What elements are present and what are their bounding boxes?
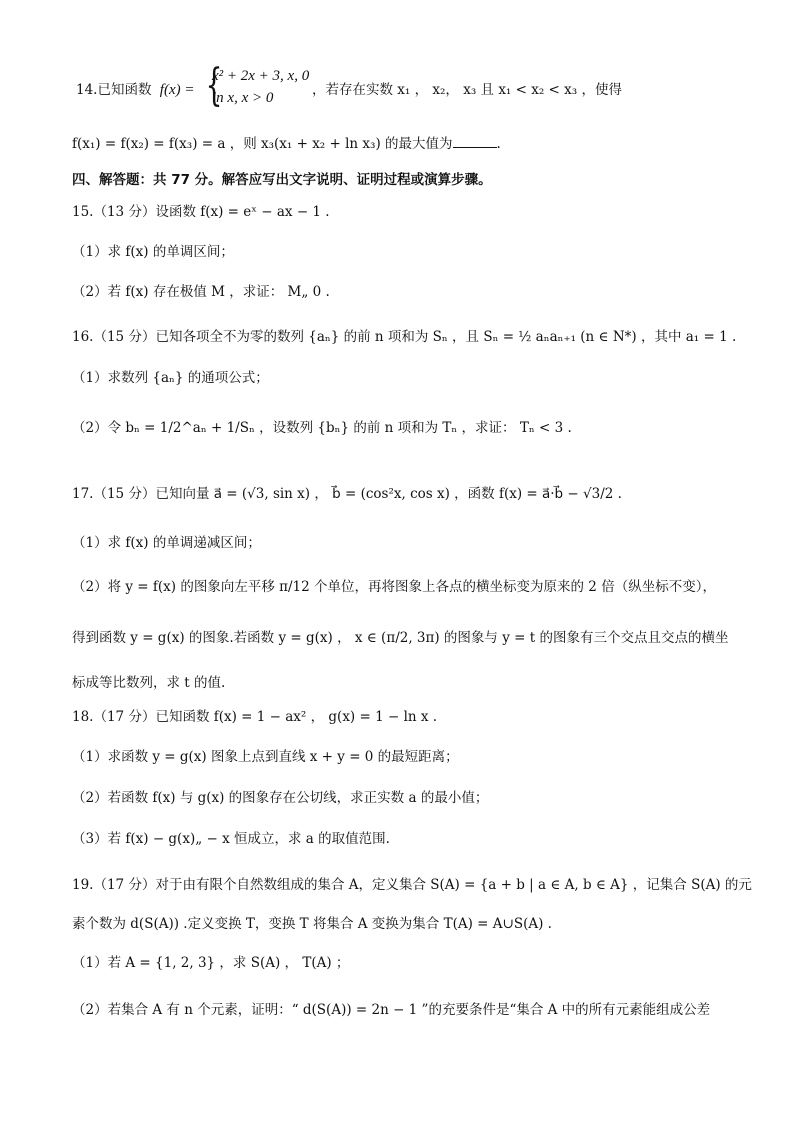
brace-icon: { [205,60,223,111]
q18-part1: （1）求函数 y = g(x) 图象上点到直线 x + y = 0 的最短距离； [72,749,459,765]
q14-line2-text: f(x₁) = f(x₂) = f(x₃) = a ，则 x₃(x₁ + x₂ + ln x₃) 的最大值为 [72,136,453,152]
q14-fx: f(x) = [159,82,195,98]
q14-after: ，若存在实数 x₁ ， x₂， x₃ 且 x₁ < x₂ < x₃ ，使得 [312,82,622,98]
q14-lead: 14.已知函数 [76,82,152,98]
q16-part1: （1）求数列 {aₙ} 的通项公式； [72,370,269,386]
q16-stem: 16.（15 分）已知各项全不为零的数列 {aₙ} 的前 n 项和为 Sₙ ，且 Sₙ = ½ aₙaₙ₊₁ (n ∈ N*) ，其中 a₁ = 1 . [72,329,737,345]
q15-part2: （2）若 f(x) 存在极值 M ，求证： M„ 0 . [72,284,330,300]
q18-part2: （2）若函数 f(x) 与 g(x) 的图象存在公切线，求正实数 a 的最小值； [72,790,489,806]
q14-case1: x² + 2x + 3, x, 0 [212,68,310,84]
q15-part1: （1）求 f(x) 的单调区间； [72,244,234,260]
q19-stem-2: 素个数为 d(S(A)) .定义变换 T，变换 T 将集合 A 变换为集合 T(A) = A∪S(A) . [72,916,552,932]
q14-line2 [72,133,754,154]
q14-case2: ln x, x > 0 [212,90,274,106]
q17-part2-c: 标成等比数列，求 t 的值. [72,675,226,691]
q19-stem-1: 19.（17 分）对于由有限个自然数组成的集合 A，定义集合 S(A) = {a + b | a ∈ A, b ∈ A} ，记集合 S(A) 的元 [72,877,752,893]
q17-stem: 17.（15 分）已知向量 a⃗ = (√3, sin x) ， b⃗ = (cos²x, cos x) ，函数 f(x) = a⃗·b⃗ − √3/2 . [72,486,622,502]
q14-line2-end: . [496,136,501,152]
q17-part1: （1）求 f(x) 的单调递减区间； [72,535,261,551]
q19-part2: （2）若集合 A 有 n 个元素，证明：“ d(S(A)) = 2n − 1 ”的充要条件是“集合 A 中的所有元素能组成公差 [72,1002,711,1018]
q19-part1: （1）若 A = {1, 2, 3} ，求 S(A) ， T(A) ； [72,955,350,971]
q17-part2-b: 得到函数 y = g(x) 的图象.若函数 y = g(x) ， x ∈ (π/2, 3π) 的图象与 y = t 的图象有三个交点且交点的横坐 [72,630,729,646]
answer-blank[interactable] [453,133,497,148]
q18-stem: 18.（17 分）已知函数 f(x) = 1 − ax² ， g(x) = 1 − ln x . [72,709,438,725]
q17-part2-a: （2）将 y = f(x) 的图象向左平移 π/12 个单位，再将图象上各点的横坐标变为原来的 2 倍（纵坐标不变）， [72,579,716,595]
q18-part3: （3）若 f(x) − g(x)„ − x 恒成立，求 a 的取值范围. [72,831,390,847]
q14-piecewise [200,60,310,111]
q16-part2: （2）令 bₙ = 1/2^aₙ + 1/Sₙ ，设数列 {bₙ} 的前 n 项和为 Tₙ ，求证： Tₙ < 3 . [72,420,572,436]
q15-stem: 15.（13 分）设函数 f(x) = eˣ − ax − 1 . [72,204,330,220]
section-heading: 四、解答题：共 77 分。解答应写出文字说明、证明过程或演算步骤。 [72,172,492,188]
